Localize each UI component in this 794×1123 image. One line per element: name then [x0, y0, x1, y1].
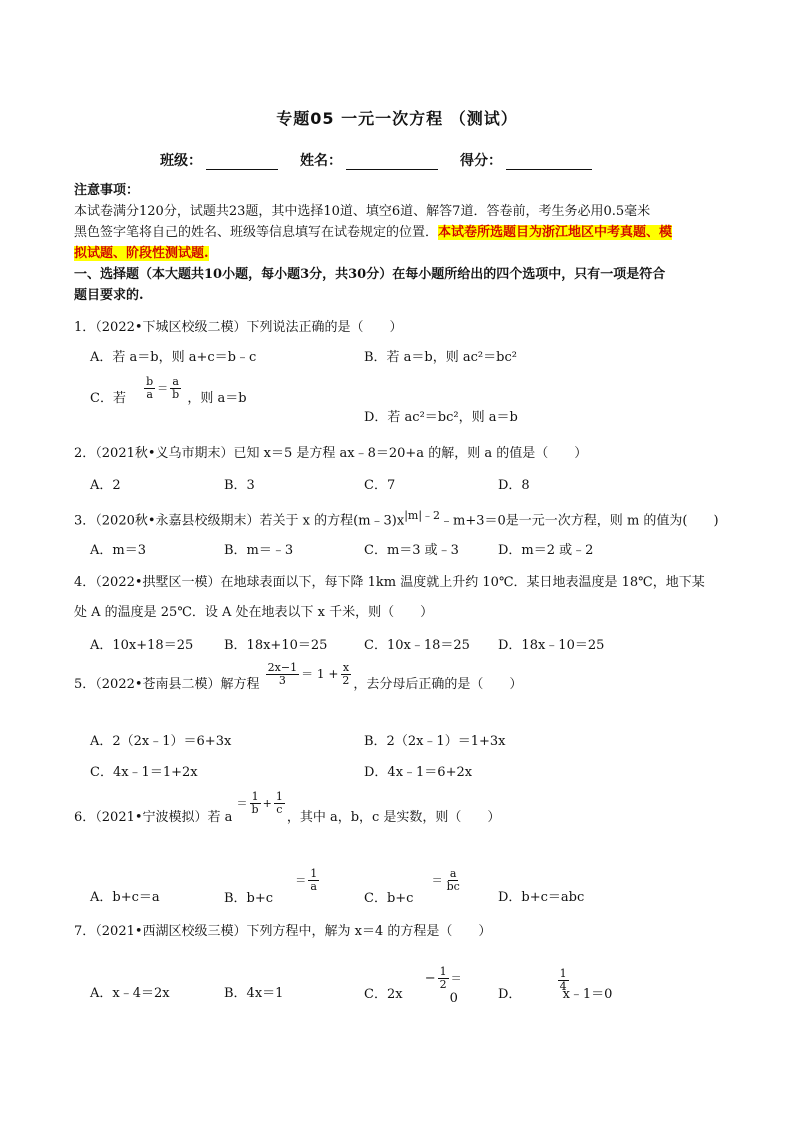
q7-c-fraction: $\frac{1}{2}$ [439, 965, 447, 991]
q7-option-b[interactable]: B．4x＝1 [224, 986, 284, 1001]
q1-option-a[interactable]: A．若 a＝b，则 a+c＝b﹣c [90, 350, 257, 365]
q6-b-pre: B．b+c [224, 891, 274, 906]
q7-d-post: x﹣1＝0 [562, 987, 613, 1002]
question-4-stem: 4．（2022•拱墅区一模）在地球表面以下，每下降 1km 温度就上升约 10℃．某日地表温度是 18℃，地下某 [74, 575, 705, 590]
question-6-stem [74, 790, 734, 830]
q3-option-b[interactable]: B．m＝﹣3 [224, 543, 294, 558]
score-blank[interactable] [506, 155, 592, 170]
class-field [160, 150, 278, 170]
q1-c-eq: ＝ [157, 382, 169, 395]
q1-c-prefix: C．若 [90, 391, 126, 406]
q6-c-eq: ＝ [431, 874, 443, 887]
q5-fraction-1: $\frac{2x-1}{3}$ [267, 661, 298, 687]
q3-stem-pre: 3．（2020秋•永嘉县校级期末）若关于 x 的方程(m﹣3)x [74, 513, 405, 529]
q7-d-fraction: $\frac{1}{4}$ [559, 967, 567, 993]
q3-exponent: |m|﹣2 [404, 509, 441, 522]
q5-fraction-2: $\frac{x}{2}$ [342, 661, 350, 687]
q6-option-c[interactable] [364, 867, 460, 911]
q2-option-a[interactable]: A．2 [90, 478, 121, 493]
q6-b-eq: ＝ [295, 874, 307, 887]
notice-line [74, 243, 724, 264]
q6-option-d[interactable]: D．b+c＝abc [498, 890, 585, 905]
question-3-stem [74, 507, 734, 528]
class-label: 班级： [160, 153, 202, 169]
q5-stem-post: ，去分母后正确的是（ ） [353, 677, 523, 692]
q7-option-d[interactable] [498, 967, 613, 1007]
question-7-stem: 7．（2021•西湖区校级三模）下列方程中，解为 x＝4 的方程是（ ） [74, 924, 492, 939]
name-label: 姓名： [300, 153, 342, 169]
section-heading-cont: 题目要求的. [74, 288, 144, 303]
question-4-stem-cont: 处 A 的温度是 25℃．设 A 处在地表以下 x 千米，则（ ） [74, 605, 434, 620]
question-5-stem [74, 661, 734, 697]
q1-option-c[interactable] [90, 375, 247, 411]
q6-plus: + [262, 797, 272, 810]
q1-c-suffix: ，则 a＝b [187, 391, 247, 406]
q5-option-b[interactable]: B．2（2x﹣1）＝1+3x [364, 734, 506, 749]
notice-line: 本试卷满分120分，试题共23题，其中选择10道、填空6道、解答7道．答卷前，考生务必用0.5毫米 [74, 204, 651, 219]
q1-option-b[interactable]: B．若 a＝b，则 ac²＝bc² [364, 350, 517, 365]
name-blank[interactable] [346, 155, 438, 170]
q4-option-a[interactable]: A．10x+18＝25 [90, 638, 194, 653]
page-title: 专题05 一元一次方程 （测试） [276, 109, 518, 128]
q7-c-eq: ＝ [450, 972, 462, 985]
score-label: 得分： [460, 153, 502, 169]
q5-option-a[interactable]: A．2（2x﹣1）＝6+3x [90, 734, 232, 749]
q6-fraction-2: $\frac{1}{c}$ [275, 790, 283, 816]
q5-option-c[interactable]: C．4x﹣1＝1+2x [90, 765, 198, 780]
notice-highlight: 本试卷所选题目为浙江地区中考真题、模 [438, 225, 673, 240]
q6-fraction-1: $\frac{1}{b}$ [251, 790, 259, 816]
question-1-stem: 1．（2022•下城区校级二模）下列说法正确的是（ ） [74, 320, 403, 335]
q6-eq: ＝ [236, 797, 248, 810]
question-2-stem: 2．（2021秋•义乌市期末）已知 x＝5 是方程 ax﹣8＝20+a 的解，则 a 的值是（ ） [74, 446, 588, 461]
q7-option-a[interactable]: A．x﹣4＝2x [90, 986, 170, 1001]
notice-text: 黑色签字笔将自己的姓名、班级等信息填写在试卷规定的位置． [74, 225, 439, 240]
q4-option-d[interactable]: D．18x﹣10＝25 [498, 638, 605, 653]
q2-option-b[interactable]: B．3 [224, 478, 255, 493]
q7-c-post: 0 [449, 991, 458, 1006]
q6-stem-post: ，其中 a，b，c 是实数，则（ ） [286, 810, 501, 825]
q1-c-fraction-1: $\frac{b}{a}$ [146, 375, 154, 401]
notice-heading: 注意事项： [74, 183, 140, 198]
q3-option-c[interactable]: C．m＝3 或﹣3 [364, 543, 459, 558]
q6-c-pre: C．b+c [364, 891, 414, 906]
notice-block [74, 180, 724, 306]
q5-option-d[interactable]: D．4x﹣1＝6+2x [364, 765, 473, 780]
q1-option-d[interactable]: D．若 ac²＝bc²，则 a＝b [364, 410, 518, 425]
q1-c-fraction-2: $\frac{a}{b}$ [172, 375, 180, 401]
q6-b-fraction: $\frac{1}{a}$ [310, 867, 318, 893]
score-field [460, 150, 592, 170]
q3-stem-post: ﹣m+3＝0是一元一次方程，则 m 的值为( ) [440, 513, 719, 529]
q7-c-pre: C．2x [364, 987, 403, 1002]
section-heading: 一、选择题（本大题共10小题，每小题3分，共30分）在每小题所给出的四个选项中，只有一项是符合 [74, 267, 666, 282]
q6-stem-pre: 6．（2021•宁波模拟）若 a [74, 810, 233, 825]
q7-c-minus: − [424, 971, 436, 986]
q6-option-a[interactable]: A．b+c＝a [90, 890, 160, 905]
q3-option-d[interactable]: D．m＝2 或﹣2 [498, 543, 594, 558]
student-info-row [160, 150, 640, 170]
name-field [300, 150, 438, 170]
q6-c-fraction: $\frac{a}{bc}$ [446, 867, 460, 893]
q6-option-b[interactable] [224, 867, 318, 911]
q2-option-c[interactable]: C．7 [364, 478, 396, 493]
q2-option-d[interactable]: D．8 [498, 478, 530, 493]
q4-option-c[interactable]: C．10x﹣18＝25 [364, 638, 470, 653]
q3-option-a[interactable]: A．m＝3 [90, 543, 146, 558]
q5-stem-pre: 5．（2022•苍南县二模）解方程 [74, 677, 260, 692]
class-blank[interactable] [206, 155, 278, 170]
q4-option-b[interactable]: B．18x+10＝25 [224, 638, 328, 653]
q7-d-pre: D． [498, 987, 522, 1002]
q5-mid: ＝ 1 + [301, 667, 339, 681]
notice-highlight: 拟试题、阶段性测试题. [74, 246, 209, 261]
q7-option-c[interactable] [364, 965, 462, 1007]
notice-line [74, 222, 724, 243]
